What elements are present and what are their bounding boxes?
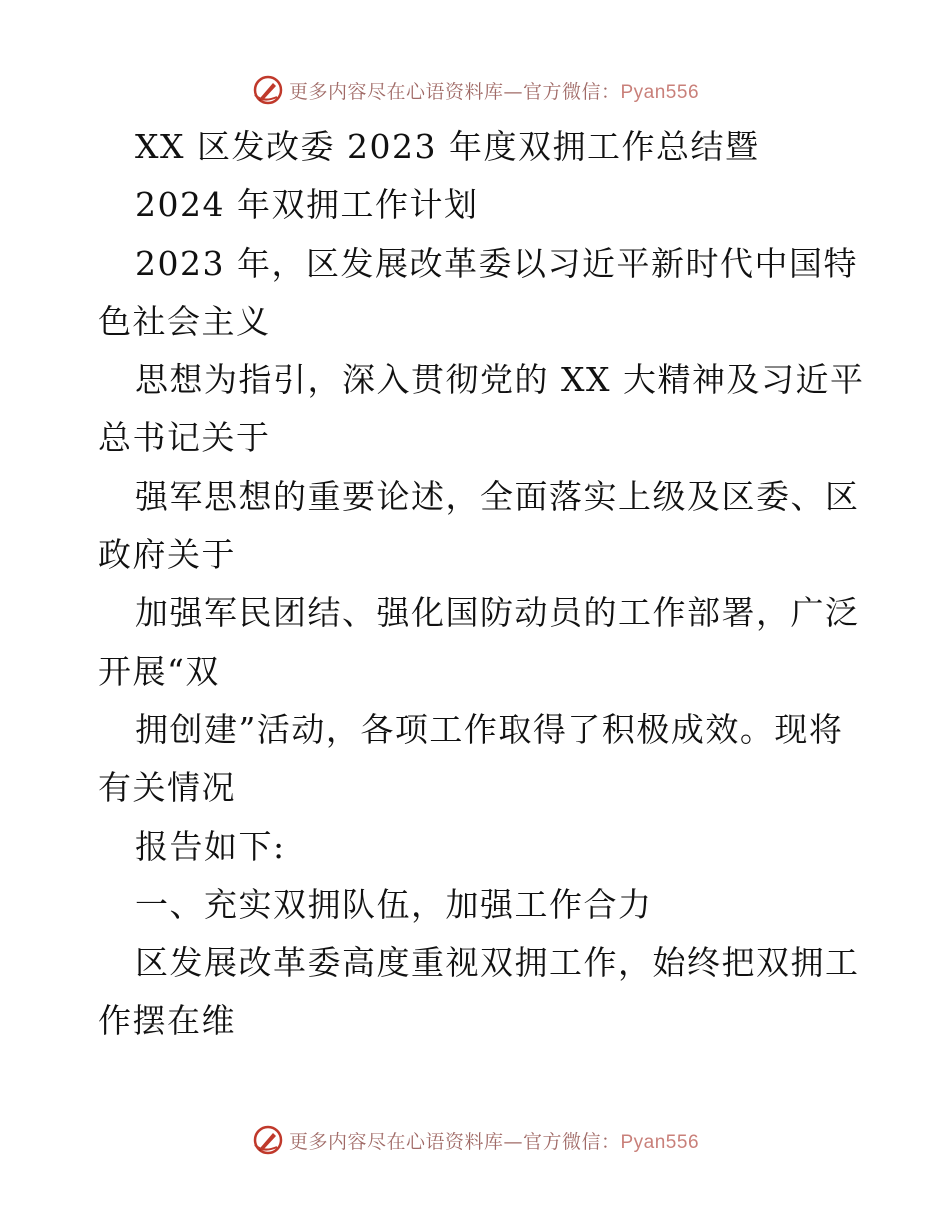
doc-line: 拥创建”活动，各项工作取得了积极成效。现将 [135,709,844,749]
banner-text [289,77,699,104]
banner-text [289,1127,699,1154]
doc-line: 2023 年，区发展改革委以习近平新时代中国特 [135,243,858,283]
doc-line: 开展“双 [98,651,220,691]
doc-line: 区发展改革委高度重视双拥工作，始终把双拥工 [135,943,860,983]
doc-line: 色社会主义 [98,301,271,341]
wechat-id: Pyan556 [620,1131,700,1153]
doc-title-line-2: 2024 年双拥工作计划 [135,185,479,225]
doc-line: 总书记关于 [98,418,271,458]
doc-paragraphs [98,235,865,1051]
doc-line: 强军思想的重要论述，全面落实上级及区委、区 [135,476,860,516]
header-banner [0,70,950,110]
pen-logo-icon [251,1123,285,1157]
pen-logo-icon [251,73,285,107]
doc-line: 一、充实双拥队伍，加强工作合力 [135,884,653,924]
doc-line: 政府关于 [98,535,236,575]
banner-main-text: 更多内容尽在心语资料库—官方微信： [288,1130,621,1153]
wechat-id: Pyan556 [620,81,700,103]
doc-line: 有关情况 [98,768,236,808]
doc-line: 作摆在维 [98,1001,236,1041]
doc-line: 思想为指引，深入贯彻党的 XX 大精神及习近平 [135,360,865,400]
doc-title-line-1: XX 区发改委 2023 年度双拥工作总结暨 [135,127,760,166]
footer-banner [0,1120,950,1160]
document-body [98,118,865,1051]
doc-line: 报告如下: [135,826,286,866]
doc-line: 加强军民团结、强化国防动员的工作部署，广泛 [135,593,860,633]
banner-main-text: 更多内容尽在心语资料库—官方微信： [288,80,621,103]
